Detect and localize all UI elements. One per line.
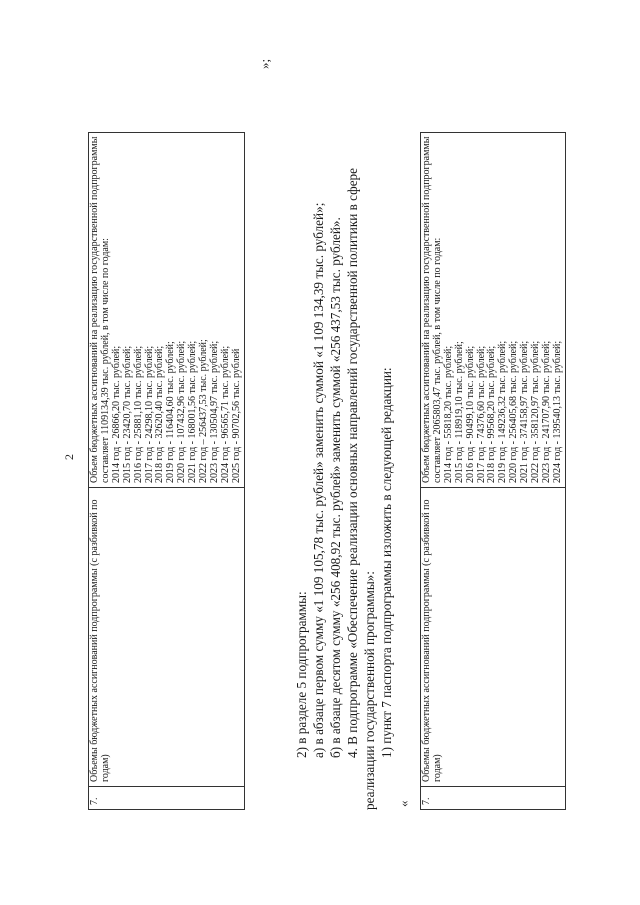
funding-line: 2018 год - 99568,20 тыс. рублей; <box>486 345 498 483</box>
passport-table-2 <box>420 132 566 810</box>
funding-line: 2020 год - 256405,68 тыс. рублей; <box>508 340 520 483</box>
funding-cell <box>89 132 245 487</box>
paragraph: 1) пункт 7 паспорта подпрограммы изложить в следующей редакции: <box>379 367 394 758</box>
funding-cell <box>421 132 566 487</box>
paragraph: б) в абзаце десятом сумму «256 408,92 тыс. рублей» заменить суммой «256 437,53 тыс. рублей». <box>328 217 343 758</box>
funding-line: 2024 год - 139540,13 тыс. рублей; <box>551 340 563 483</box>
table-row <box>89 132 245 809</box>
funding-line: 2019 год - 149236,32 тыс. рублей; <box>497 340 509 483</box>
funding-line: 2022 год – 256437,53 тыс. рублей; <box>198 339 210 483</box>
funding-line: 2022 год - 358120,97 тыс. рублей; <box>530 340 542 483</box>
table-row <box>421 132 566 809</box>
funding-line: Объем бюджетных ассигнований на реализацию государственной подпрограммы <box>421 136 432 483</box>
funding-line: составляет 2065803,47 тыс. рублей, в том числе по годам: <box>431 237 443 483</box>
funding-line: 2016 год - 90499,10 тыс. рублей; <box>464 345 476 483</box>
paragraph: 2) в разделе 5 подпрограммы: <box>294 591 309 758</box>
paragraph: реализации государственной программы»: <box>362 571 377 810</box>
funding-line: 2020 год - 107432,96 тыс. рублей; <box>176 340 188 483</box>
opening-quote: « <box>396 800 411 807</box>
funding-line: 2016 год - 25881,10 тыс. рублей; <box>132 345 144 483</box>
funding-line: 2017 год - 24298,10 тыс. рублей; <box>143 345 155 483</box>
funding-line: 2021 год - 374158,97 тыс. рублей; <box>519 340 531 483</box>
funding-line: 2023 год - 241707,90 тыс. рублей; <box>540 340 552 483</box>
funding-line: 2025 год - 90702,56 тыс. рублей <box>230 348 242 483</box>
passport-table-1 <box>88 132 245 810</box>
page-number: 2 <box>62 454 76 460</box>
paragraph: а) в абзаце первом сумму «1 109 105,78 тыс. рублей» заменить суммой «1 109 134,39 тыс. рублей»; <box>311 202 326 758</box>
funding-line: 2018 год - 32620,40 тыс. рублей; <box>154 345 166 483</box>
funding-line: 2024 год - 96565,71 тыс. рублей; <box>219 345 231 483</box>
paragraph: 4. В подпрограмме «Обеспечение реализации основных направлений государственной политики в сфере <box>345 168 360 758</box>
funding-line: 2017 год - 74376,60 тыс. рублей; <box>475 345 487 483</box>
row-label: Объемы бюджетных ассигнований подпрограммы (с разбивкой по годам) <box>421 488 566 787</box>
closing-quote: »; <box>257 58 272 69</box>
funding-line: 2023 год - 130504,97 тыс. рублей; <box>208 340 220 483</box>
funding-line: 2021 год - 168001,56 тыс. рублей; <box>187 340 199 483</box>
funding-line: 2015 год - 23420,70 тыс. рублей; <box>121 345 133 483</box>
funding-line: 2015 год - 118919,10 тыс. рублей; <box>453 341 465 483</box>
row-number: 7. <box>89 787 245 810</box>
funding-line: составляет 1109134,39 тыс. рублей, в том числе по годам: <box>99 238 111 483</box>
funding-line: Объем бюджетных ассигнований на реализацию государственной подпрограммы <box>89 136 100 483</box>
row-label: Объемы бюджетных ассигнований подпрограммы (с разбивкой по годам) <box>89 488 245 787</box>
document-body <box>293 110 395 810</box>
row-number: 7. <box>421 787 566 810</box>
funding-line: 2014 год - 55818,20 тыс. рублей; <box>442 345 454 483</box>
funding-line: 2019 год - 116404,60 тыс. рублей; <box>165 341 177 483</box>
funding-line: 2014 год - 26866,20 тыс. рублей; <box>110 345 122 483</box>
